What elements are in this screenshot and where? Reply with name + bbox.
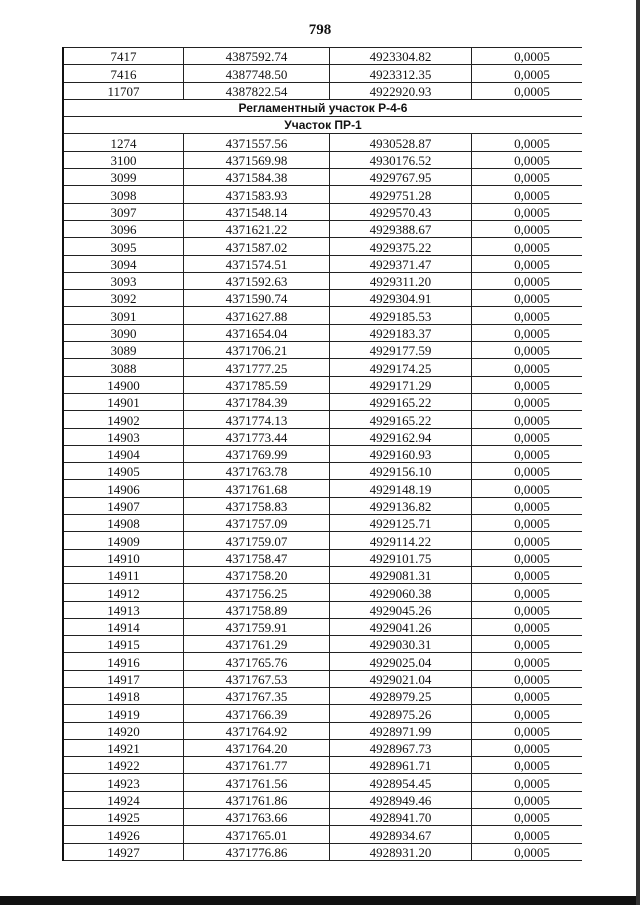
y-coordinate-cell: 4928941.70 xyxy=(330,809,472,826)
table-row xyxy=(63,342,582,359)
accuracy-cell: 0,0005 xyxy=(472,757,583,774)
x-coordinate-cell: 4371785.59 xyxy=(184,376,330,393)
accuracy-cell: 0,0005 xyxy=(472,549,583,566)
point-number-cell: 3088 xyxy=(63,359,184,376)
x-coordinate-cell: 4371765.76 xyxy=(184,653,330,670)
section-title: Регламентный участок Р-4-6 xyxy=(63,99,582,116)
accuracy-cell: 0,0005 xyxy=(472,809,583,826)
accuracy-cell: 0,0005 xyxy=(472,186,583,203)
x-coordinate-cell: 4371784.39 xyxy=(184,393,330,410)
table-row xyxy=(63,376,582,393)
y-coordinate-cell: 4929041.26 xyxy=(330,618,472,635)
point-number-cell: 3093 xyxy=(63,272,184,289)
x-coordinate-cell: 4371763.78 xyxy=(184,463,330,480)
point-number-cell: 14927 xyxy=(63,843,184,860)
point-number-cell: 14922 xyxy=(63,757,184,774)
y-coordinate-cell: 4928931.20 xyxy=(330,843,472,860)
table-row xyxy=(63,722,582,739)
point-number-cell: 3099 xyxy=(63,169,184,186)
point-number-cell: 14905 xyxy=(63,463,184,480)
table-row xyxy=(63,618,582,635)
point-number-cell: 14921 xyxy=(63,739,184,756)
y-coordinate-cell: 4929165.22 xyxy=(330,393,472,410)
x-coordinate-cell: 4371764.20 xyxy=(184,739,330,756)
point-number-cell: 3095 xyxy=(63,238,184,255)
x-coordinate-cell: 4371583.93 xyxy=(184,186,330,203)
top-rows xyxy=(63,48,582,100)
x-coordinate-cell: 4371592.63 xyxy=(184,272,330,289)
table-row xyxy=(63,809,582,826)
page-number: 798 xyxy=(308,22,332,38)
table-row xyxy=(63,532,582,549)
x-coordinate-cell: 4387822.54 xyxy=(184,82,330,99)
table-row xyxy=(63,220,582,237)
y-coordinate-cell: 4928949.46 xyxy=(330,791,472,808)
accuracy-cell: 0,0005 xyxy=(472,687,583,704)
point-number-cell: 7416 xyxy=(63,65,184,82)
point-number-cell: 3091 xyxy=(63,307,184,324)
accuracy-cell: 0,0005 xyxy=(472,151,583,168)
table-row xyxy=(63,653,582,670)
point-number-cell: 3089 xyxy=(63,342,184,359)
accuracy-cell: 0,0005 xyxy=(472,393,583,410)
y-coordinate-cell: 4929751.28 xyxy=(330,186,472,203)
accuracy-cell: 0,0005 xyxy=(472,532,583,549)
x-coordinate-cell: 4387592.74 xyxy=(184,48,330,65)
y-coordinate-cell: 4929162.94 xyxy=(330,428,472,445)
main-rows xyxy=(63,134,582,860)
y-coordinate-cell: 4929311.20 xyxy=(330,272,472,289)
point-number-cell: 14926 xyxy=(63,826,184,843)
x-coordinate-cell: 4371773.44 xyxy=(184,428,330,445)
table-row xyxy=(63,774,582,791)
y-coordinate-cell: 4930528.87 xyxy=(330,134,472,151)
table-row xyxy=(63,445,582,462)
accuracy-cell: 0,0005 xyxy=(472,653,583,670)
accuracy-cell: 0,0005 xyxy=(472,826,583,843)
table-row xyxy=(63,272,582,289)
table-row xyxy=(63,48,582,65)
y-coordinate-cell: 4929165.22 xyxy=(330,411,472,428)
point-number-cell: 14923 xyxy=(63,774,184,791)
point-number-cell: 1274 xyxy=(63,134,184,151)
point-number-cell: 3098 xyxy=(63,186,184,203)
accuracy-cell: 0,0005 xyxy=(472,220,583,237)
accuracy-cell: 0,0005 xyxy=(472,739,583,756)
x-coordinate-cell: 4371766.39 xyxy=(184,705,330,722)
x-coordinate-cell: 4371758.20 xyxy=(184,566,330,583)
point-number-cell: 3094 xyxy=(63,255,184,272)
accuracy-cell: 0,0005 xyxy=(472,272,583,289)
x-coordinate-cell: 4371761.86 xyxy=(184,791,330,808)
accuracy-cell: 0,0005 xyxy=(472,722,583,739)
table-row xyxy=(63,757,582,774)
y-coordinate-cell: 4929101.75 xyxy=(330,549,472,566)
y-coordinate-cell: 4929371.47 xyxy=(330,255,472,272)
point-number-cell: 14902 xyxy=(63,411,184,428)
x-coordinate-cell: 4371763.66 xyxy=(184,809,330,826)
accuracy-cell: 0,0005 xyxy=(472,203,583,220)
y-coordinate-cell: 4929060.38 xyxy=(330,584,472,601)
point-number-cell: 3092 xyxy=(63,290,184,307)
table-row xyxy=(63,65,582,82)
point-number-cell: 14900 xyxy=(63,376,184,393)
y-coordinate-cell: 4929156.10 xyxy=(330,463,472,480)
table-row xyxy=(63,480,582,497)
x-coordinate-cell: 4371761.56 xyxy=(184,774,330,791)
section-row xyxy=(63,99,582,116)
y-coordinate-cell: 4929045.26 xyxy=(330,601,472,618)
accuracy-cell: 0,0005 xyxy=(472,411,583,428)
y-coordinate-cell: 4923312.35 xyxy=(330,65,472,82)
accuracy-cell: 0,0005 xyxy=(472,584,583,601)
y-coordinate-cell: 4922920.93 xyxy=(330,82,472,99)
table-row xyxy=(63,739,582,756)
point-number-cell: 3097 xyxy=(63,203,184,220)
accuracy-cell: 0,0005 xyxy=(472,428,583,445)
x-coordinate-cell: 4371761.68 xyxy=(184,480,330,497)
x-coordinate-cell: 4371769.99 xyxy=(184,445,330,462)
x-coordinate-cell: 4371756.25 xyxy=(184,584,330,601)
table-row xyxy=(63,636,582,653)
point-number-cell: 14901 xyxy=(63,393,184,410)
point-number-cell: 14918 xyxy=(63,687,184,704)
x-coordinate-cell: 4371767.35 xyxy=(184,687,330,704)
point-number-cell: 14907 xyxy=(63,497,184,514)
accuracy-cell: 0,0005 xyxy=(472,376,583,393)
x-coordinate-cell: 4371761.77 xyxy=(184,757,330,774)
table-row xyxy=(63,566,582,583)
accuracy-cell: 0,0005 xyxy=(472,843,583,860)
table-row xyxy=(63,515,582,532)
table-row xyxy=(63,791,582,808)
scan-edge-bottom xyxy=(0,896,640,905)
x-coordinate-cell: 4371758.83 xyxy=(184,497,330,514)
section-headers xyxy=(63,99,582,134)
accuracy-cell: 0,0005 xyxy=(472,169,583,186)
accuracy-cell: 0,0005 xyxy=(472,497,583,514)
point-number-cell: 14914 xyxy=(63,618,184,635)
y-coordinate-cell: 4929114.22 xyxy=(330,532,472,549)
y-coordinate-cell: 4929136.82 xyxy=(330,497,472,514)
x-coordinate-cell: 4371758.47 xyxy=(184,549,330,566)
point-number-cell: 3096 xyxy=(63,220,184,237)
y-coordinate-cell: 4929388.67 xyxy=(330,220,472,237)
accuracy-cell: 0,0005 xyxy=(472,670,583,687)
table-row xyxy=(63,393,582,410)
table-row xyxy=(63,826,582,843)
x-coordinate-cell: 4371706.21 xyxy=(184,342,330,359)
y-coordinate-cell: 4929025.04 xyxy=(330,653,472,670)
y-coordinate-cell: 4929570.43 xyxy=(330,203,472,220)
table-row xyxy=(63,307,582,324)
accuracy-cell: 0,0005 xyxy=(472,65,583,82)
y-coordinate-cell: 4928971.99 xyxy=(330,722,472,739)
accuracy-cell: 0,0005 xyxy=(472,290,583,307)
subsection-title: Участок ПР-1 xyxy=(63,117,582,134)
table-row xyxy=(63,428,582,445)
x-coordinate-cell: 4371774.13 xyxy=(184,411,330,428)
table-row xyxy=(63,601,582,618)
table-row xyxy=(63,82,582,99)
y-coordinate-cell: 4929081.31 xyxy=(330,566,472,583)
point-number-cell: 7417 xyxy=(63,48,184,65)
table-row xyxy=(63,255,582,272)
x-coordinate-cell: 4371621.22 xyxy=(184,220,330,237)
y-coordinate-cell: 4929304.91 xyxy=(330,290,472,307)
table-row xyxy=(63,186,582,203)
x-coordinate-cell: 4371765.01 xyxy=(184,826,330,843)
point-number-cell: 14911 xyxy=(63,566,184,583)
point-number-cell: 14924 xyxy=(63,791,184,808)
x-coordinate-cell: 4371590.74 xyxy=(184,290,330,307)
y-coordinate-cell: 4929171.29 xyxy=(330,376,472,393)
y-coordinate-cell: 4929021.04 xyxy=(330,670,472,687)
y-coordinate-cell: 4929125.71 xyxy=(330,515,472,532)
table-row xyxy=(63,705,582,722)
y-coordinate-cell: 4929148.19 xyxy=(330,480,472,497)
table-row xyxy=(63,549,582,566)
table-row xyxy=(63,151,582,168)
y-coordinate-cell: 4929174.25 xyxy=(330,359,472,376)
point-number-cell: 14908 xyxy=(63,515,184,532)
x-coordinate-cell: 4371587.02 xyxy=(184,238,330,255)
point-number-cell: 3100 xyxy=(63,151,184,168)
x-coordinate-cell: 4371776.86 xyxy=(184,843,330,860)
accuracy-cell: 0,0005 xyxy=(472,342,583,359)
point-number-cell: 14920 xyxy=(63,722,184,739)
point-number-cell: 14917 xyxy=(63,670,184,687)
table-row xyxy=(63,134,582,151)
point-number-cell: 14906 xyxy=(63,480,184,497)
point-number-cell: 14903 xyxy=(63,428,184,445)
y-coordinate-cell: 4930176.52 xyxy=(330,151,472,168)
x-coordinate-cell: 4371759.91 xyxy=(184,618,330,635)
y-coordinate-cell: 4928961.71 xyxy=(330,757,472,774)
x-coordinate-cell: 4371557.56 xyxy=(184,134,330,151)
accuracy-cell: 0,0005 xyxy=(472,134,583,151)
accuracy-cell: 0,0005 xyxy=(472,636,583,653)
y-coordinate-cell: 4929185.53 xyxy=(330,307,472,324)
accuracy-cell: 0,0005 xyxy=(472,238,583,255)
point-number-cell: 14915 xyxy=(63,636,184,653)
table-row xyxy=(63,411,582,428)
accuracy-cell: 0,0005 xyxy=(472,359,583,376)
accuracy-cell: 0,0005 xyxy=(472,566,583,583)
accuracy-cell: 0,0005 xyxy=(472,601,583,618)
accuracy-cell: 0,0005 xyxy=(472,705,583,722)
accuracy-cell: 0,0005 xyxy=(472,463,583,480)
table-row xyxy=(63,843,582,860)
x-coordinate-cell: 4371758.89 xyxy=(184,601,330,618)
y-coordinate-cell: 4929160.93 xyxy=(330,445,472,462)
point-number-cell: 14909 xyxy=(63,532,184,549)
table-row xyxy=(63,687,582,704)
point-number-cell: 14919 xyxy=(63,705,184,722)
y-coordinate-cell: 4923304.82 xyxy=(330,48,472,65)
x-coordinate-cell: 4371777.25 xyxy=(184,359,330,376)
x-coordinate-cell: 4371764.92 xyxy=(184,722,330,739)
accuracy-cell: 0,0005 xyxy=(472,307,583,324)
x-coordinate-cell: 4371569.98 xyxy=(184,151,330,168)
point-number-cell: 3090 xyxy=(63,324,184,341)
point-number-cell: 14910 xyxy=(63,549,184,566)
accuracy-cell: 0,0005 xyxy=(472,791,583,808)
point-number-cell: 14912 xyxy=(63,584,184,601)
y-coordinate-cell: 4928954.45 xyxy=(330,774,472,791)
table-row xyxy=(63,584,582,601)
x-coordinate-cell: 4371759.07 xyxy=(184,532,330,549)
accuracy-cell: 0,0005 xyxy=(472,618,583,635)
table-row xyxy=(63,238,582,255)
table-row xyxy=(63,324,582,341)
y-coordinate-cell: 4928934.67 xyxy=(330,826,472,843)
y-coordinate-cell: 4928979.25 xyxy=(330,687,472,704)
point-number-cell: 14904 xyxy=(63,445,184,462)
x-coordinate-cell: 4371584.38 xyxy=(184,169,330,186)
table-row xyxy=(63,670,582,687)
accuracy-cell: 0,0005 xyxy=(472,515,583,532)
y-coordinate-cell: 4928975.26 xyxy=(330,705,472,722)
accuracy-cell: 0,0005 xyxy=(472,48,583,65)
table-row xyxy=(63,290,582,307)
accuracy-cell: 0,0005 xyxy=(472,82,583,99)
subsection-row xyxy=(63,117,582,134)
scan-edge-right xyxy=(636,0,640,905)
accuracy-cell: 0,0005 xyxy=(472,774,583,791)
table-row xyxy=(63,497,582,514)
point-number-cell: 11707 xyxy=(63,82,184,99)
accuracy-cell: 0,0005 xyxy=(472,480,583,497)
accuracy-cell: 0,0005 xyxy=(472,324,583,341)
x-coordinate-cell: 4371548.14 xyxy=(184,203,330,220)
coordinates-table xyxy=(62,47,582,861)
x-coordinate-cell: 4387748.50 xyxy=(184,65,330,82)
point-number-cell: 14916 xyxy=(63,653,184,670)
x-coordinate-cell: 4371574.51 xyxy=(184,255,330,272)
accuracy-cell: 0,0005 xyxy=(472,445,583,462)
y-coordinate-cell: 4928967.73 xyxy=(330,739,472,756)
x-coordinate-cell: 4371627.88 xyxy=(184,307,330,324)
table-row xyxy=(63,203,582,220)
point-number-cell: 14925 xyxy=(63,809,184,826)
table-row xyxy=(63,359,582,376)
accuracy-cell: 0,0005 xyxy=(472,255,583,272)
point-number-cell: 14913 xyxy=(63,601,184,618)
y-coordinate-cell: 4929767.95 xyxy=(330,169,472,186)
y-coordinate-cell: 4929183.37 xyxy=(330,324,472,341)
table-row xyxy=(63,463,582,480)
x-coordinate-cell: 4371654.04 xyxy=(184,324,330,341)
table-row xyxy=(63,169,582,186)
y-coordinate-cell: 4929030.31 xyxy=(330,636,472,653)
x-coordinate-cell: 4371757.09 xyxy=(184,515,330,532)
x-coordinate-cell: 4371767.53 xyxy=(184,670,330,687)
y-coordinate-cell: 4929177.59 xyxy=(330,342,472,359)
y-coordinate-cell: 4929375.22 xyxy=(330,238,472,255)
x-coordinate-cell: 4371761.29 xyxy=(184,636,330,653)
